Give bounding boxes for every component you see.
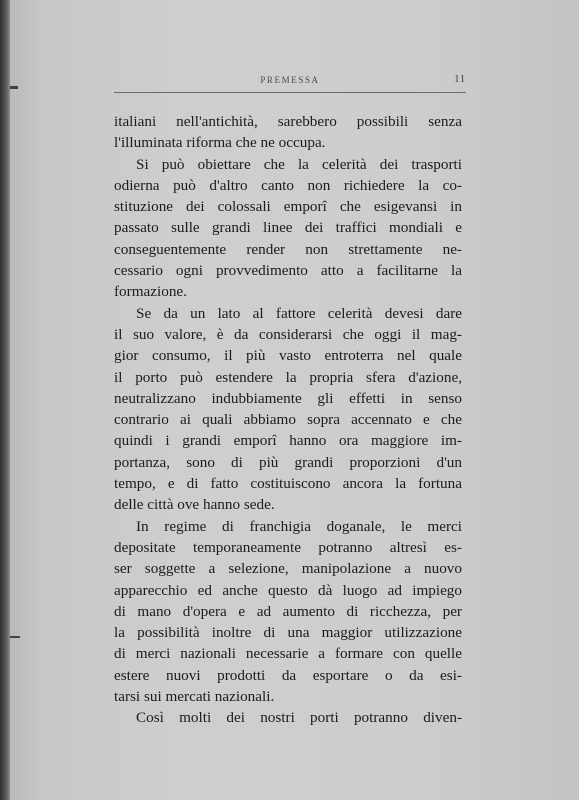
- book-page: [10, 0, 579, 800]
- text-line: Si può obiettare che la celerità dei trasporti: [136, 155, 462, 173]
- running-head: PREMESSA: [260, 75, 320, 85]
- text-line: contrario ai quali abbiamo sopra accennato e che: [114, 411, 462, 429]
- text-line: stituzione dei colossali emporî che esigevansi in: [114, 198, 462, 216]
- text-line: quindi i grandi emporî hanno ora maggiore im-: [114, 432, 462, 450]
- text-line: il porto può estendere la propria sfera d'azione,: [114, 368, 462, 386]
- text-line: estere nuovi prodotti da esportare o da esi-: [114, 666, 462, 684]
- text-line: cessario ogni provvedimento atto a facilitarne la: [114, 262, 462, 280]
- text-line: di merci nazionali necessarie a formare con quelle: [114, 645, 462, 663]
- text-line: di mano d'opera e ad aumento di ricchezza, per: [114, 602, 462, 620]
- text-line: depositate temporaneamente potranno altresì es-: [114, 538, 462, 556]
- text-line: Se da un lato al fattore celerità devesi dare: [136, 304, 462, 322]
- text-line: la possibilità inoltre di una maggior utilizzazione: [114, 624, 462, 642]
- text-line: In regime di franchigia doganale, le merci: [136, 517, 462, 535]
- text-line: passato sulle grandi linee dei traffici mondiali e: [114, 219, 462, 237]
- text-line: portanza, sono di più grandi proporzioni d'un: [114, 453, 462, 471]
- text-line: l'illuminata riforma che ne occupa.: [114, 134, 326, 152]
- margin-mark: [10, 636, 20, 638]
- text-line: italiani nell'antichità, sarebbero possibili senza: [114, 113, 462, 130]
- text-line: formazione.: [114, 283, 187, 301]
- text-line: il suo valore, è da considerarsi che oggi il mag-: [114, 325, 462, 343]
- text-line: apparecchio ed anche questo dà luogo ad impiego: [114, 581, 462, 599]
- book-gutter: [0, 0, 10, 800]
- text-line: delle città ove hanno sede.: [114, 496, 275, 514]
- text-line: Così molti dei nostri porti potranno diven-: [136, 709, 462, 727]
- text-line: tempo, e di fatto costituiscono ancora la fortuna: [114, 475, 462, 493]
- body-text: [114, 111, 462, 729]
- text-line: gior consumo, il più vasto entroterra nel quale: [114, 347, 462, 365]
- page-number: 11: [454, 74, 466, 85]
- page-header: [114, 72, 466, 93]
- text-line: neutralizzano indubbiamente gli effetti in senso: [114, 389, 462, 407]
- text-line: odierna può d'altro canto non richiedere la co-: [114, 176, 462, 194]
- margin-mark: [10, 86, 18, 89]
- text-line: ser soggette a selezione, manipolazione a nuovo: [114, 560, 462, 578]
- text-line: conseguentemente render non strettamente ne-: [114, 240, 462, 258]
- text-line: tarsi sui mercati nazionali.: [114, 688, 275, 706]
